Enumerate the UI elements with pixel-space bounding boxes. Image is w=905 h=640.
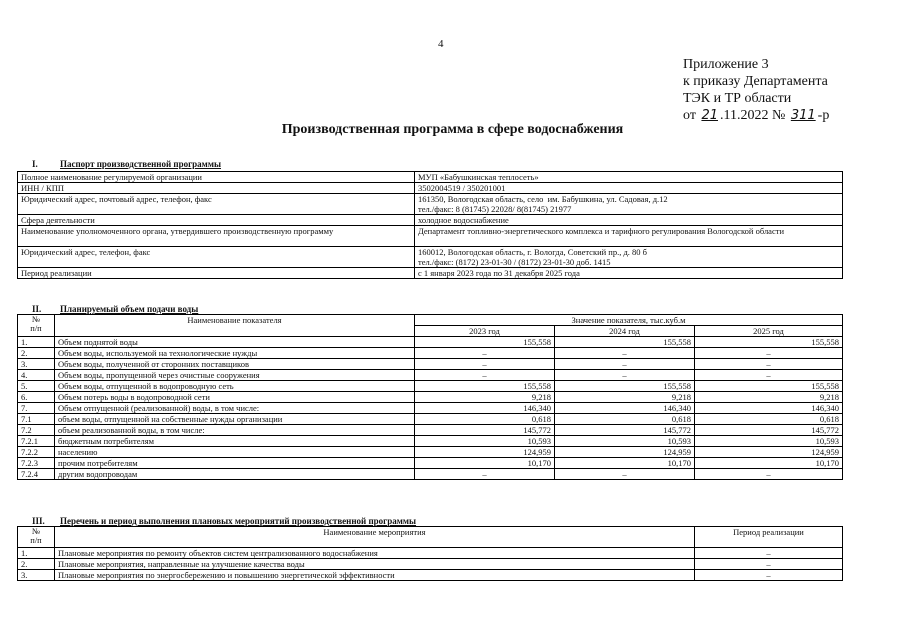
- section-1-number: I.: [32, 159, 38, 169]
- table-row: [18, 548, 843, 559]
- row-indicator: Объем поднятой воды: [55, 337, 415, 348]
- col-header-year-2025: 2025 год: [695, 326, 843, 337]
- passport-value: с 1 января 2023 года по 31 декабря 2025 года: [415, 268, 843, 279]
- row-number: 7.2.3: [18, 458, 55, 469]
- row-value-2024: 146,340: [555, 403, 695, 414]
- row-value-2024: –: [555, 359, 695, 370]
- row-value-2024: 155,558: [555, 381, 695, 392]
- row-value-2025: –: [695, 370, 843, 381]
- passport-label: Юридический адрес, телефон, факс: [18, 247, 415, 268]
- col-header-period: Период реализации: [695, 527, 843, 548]
- passport-value: 161350, Вологодская область, село им. Бабушкина, ул. Садовая, д.12 тел./факс: 8 (81745) 22028/ 8(81745) 21977: [415, 194, 843, 215]
- table-row: [18, 436, 843, 447]
- page-number: 4: [438, 38, 444, 50]
- passport-row: [18, 194, 843, 215]
- table-row: [18, 458, 843, 469]
- row-value-2025: –: [695, 348, 843, 359]
- row-indicator: объем воды, отпущенной на собственные нужды организации: [55, 414, 415, 425]
- row-value-2023: 124,959: [415, 447, 555, 458]
- measures-table: [17, 526, 843, 581]
- row-value-2025: 155,558: [695, 337, 843, 348]
- row-value-2025: 10,593: [695, 436, 843, 447]
- row-value-2024: 0,618: [555, 414, 695, 425]
- row-indicator: Объем воды, полученной от сторонних поставщиков: [55, 359, 415, 370]
- appendix-line-2: к приказу Департамента: [683, 74, 828, 89]
- passport-label: Юридический адрес, почтовый адрес, телефон, факс: [18, 194, 415, 215]
- row-value-2023: 155,558: [415, 381, 555, 392]
- passport-row: [18, 268, 843, 279]
- row-value-2024: 124,959: [555, 447, 695, 458]
- table-row: [18, 381, 843, 392]
- row-value-2025: 10,170: [695, 458, 843, 469]
- table-row: [18, 447, 843, 458]
- section-2-title: [32, 304, 198, 314]
- row-value-2023: –: [415, 469, 555, 480]
- appendix-line-1: Приложение 3: [683, 57, 769, 72]
- passport-value: 160012, Вологодская область, г. Вологда, Советский пр., д. 80 б тел./факс: (8172) 23-01-30 / (8172) 23-01-30 доб. 1415: [415, 247, 843, 268]
- passport-row: [18, 226, 843, 247]
- passport-row: [18, 215, 843, 226]
- passport-label: Период реализации: [18, 268, 415, 279]
- row-value-2025: –: [695, 359, 843, 370]
- row-indicator: Объем потерь воды в водопроводной сети: [55, 392, 415, 403]
- row-number: 7.: [18, 403, 55, 414]
- passport-row: [18, 172, 843, 183]
- col-header-indicator: Наименование показателя: [55, 315, 415, 337]
- table-row: [18, 348, 843, 359]
- row-value-2023: 145,772: [415, 425, 555, 436]
- table-row: [18, 559, 843, 570]
- water-volume-table: [17, 314, 843, 480]
- order-number-handwritten: 311: [790, 108, 816, 123]
- passport-label: Полное наименование регулируемой организации: [18, 172, 415, 183]
- row-number: 4.: [18, 370, 55, 381]
- col-header-measure: Наименование мероприятия: [55, 527, 695, 548]
- row-value-2025: 9,218: [695, 392, 843, 403]
- row-value-2023: –: [415, 359, 555, 370]
- row-measure: Плановые мероприятия по ремонту объектов систем централизованного водоснабжения: [55, 548, 695, 559]
- col-header-values: Значение показателя, тыс.куб.м: [415, 315, 843, 326]
- passport-value: холодное водоснабжение: [415, 215, 843, 226]
- passport-row: [18, 247, 843, 268]
- row-indicator: объем реализованной воды, в том числе:: [55, 425, 415, 436]
- passport-value: МУП «Бабушкинская теплосеть»: [415, 172, 843, 183]
- row-value-2024: 10,593: [555, 436, 695, 447]
- passport-value: 3502004519 / 350201001: [415, 183, 843, 194]
- row-value-2024: 9,218: [555, 392, 695, 403]
- table-row: [18, 403, 843, 414]
- passport-row: [18, 183, 843, 194]
- row-number: 2.: [18, 559, 55, 570]
- row-measure: Плановые мероприятия, направленные на улучшение качества воды: [55, 559, 695, 570]
- table-row: [18, 337, 843, 348]
- row-indicator: Объем воды, отпущенной в водопроводную сеть: [55, 381, 415, 392]
- row-indicator: другим водопроводам: [55, 469, 415, 480]
- col-header-year-2024: 2024 год: [555, 326, 695, 337]
- table-row: [18, 425, 843, 436]
- row-indicator: Объем отпущенной (реализованной) воды, в том числе:: [55, 403, 415, 414]
- row-value-2023: 9,218: [415, 392, 555, 403]
- row-value-2024: –: [555, 348, 695, 359]
- row-number: 2.: [18, 348, 55, 359]
- passport-label: Сфера деятельности: [18, 215, 415, 226]
- row-number: 7.2.4: [18, 469, 55, 480]
- row-indicator: Объем воды, используемой на технологические нужды: [55, 348, 415, 359]
- row-indicator: прочим потребителям: [55, 458, 415, 469]
- row-number: 7.1: [18, 414, 55, 425]
- col-header-number: № п/п: [18, 315, 55, 337]
- date-rest: .11.2022 №: [719, 108, 786, 123]
- table-row: [18, 359, 843, 370]
- passport-label: ИНН / КПП: [18, 183, 415, 194]
- row-value-2023: 155,558: [415, 337, 555, 348]
- row-value-2025: 155,558: [695, 381, 843, 392]
- section-1-heading: Паспорт производственной программы: [60, 159, 221, 169]
- table-row: [18, 392, 843, 403]
- col-header-number: № п/п: [18, 527, 55, 548]
- row-value-2024: 155,558: [555, 337, 695, 348]
- row-number: 3.: [18, 570, 55, 581]
- row-value-2024: 145,772: [555, 425, 695, 436]
- section-1-title: [32, 159, 221, 169]
- row-period: –: [695, 548, 843, 559]
- row-period: –: [695, 570, 843, 581]
- table-row: [18, 414, 843, 425]
- section-3-heading: Перечень и период выполнения плановых мероприятий производственной программы: [60, 516, 417, 526]
- table-row: [18, 370, 843, 381]
- section-2-heading: Планируемый объем подачи воды: [60, 304, 199, 314]
- row-number: 7.2.1: [18, 436, 55, 447]
- row-value-2024: –: [555, 469, 695, 480]
- section-2-number: II.: [32, 304, 42, 314]
- row-value-2024: 10,170: [555, 458, 695, 469]
- col-header-year-2023: 2023 год: [415, 326, 555, 337]
- row-value-2023: –: [415, 370, 555, 381]
- row-number: 1.: [18, 337, 55, 348]
- row-indicator: бюджетным потребителям: [55, 436, 415, 447]
- row-number: 5.: [18, 381, 55, 392]
- row-number: 3.: [18, 359, 55, 370]
- row-value-2023: 10,593: [415, 436, 555, 447]
- section-3-number: III.: [32, 516, 45, 526]
- row-indicator: Объем воды, пропущенной через очистные сооружения: [55, 370, 415, 381]
- row-value-2023: 10,170: [415, 458, 555, 469]
- passport-label: Наименование уполномоченного органа, утвердившего производственную программу: [18, 226, 415, 247]
- passport-value: Департамент топливно-энергетического комплекса и тарифного регулирования Вологодской области: [415, 226, 843, 247]
- document-title: Производственная программа в сфере водоснабжения: [281, 122, 624, 137]
- row-measure: Плановые мероприятия по энергосбережению и повышению энергетической эффективности: [55, 570, 695, 581]
- row-value-2023: 146,340: [415, 403, 555, 414]
- row-value-2025: 146,340: [695, 403, 843, 414]
- appendix-line-3: ТЭК и ТР области: [683, 91, 792, 106]
- row-value-2023: 0,618: [415, 414, 555, 425]
- row-number: 7.2: [18, 425, 55, 436]
- row-value-2025: 0,618: [695, 414, 843, 425]
- row-number: 6.: [18, 392, 55, 403]
- passport-table: [17, 171, 843, 279]
- row-number: 1.: [18, 548, 55, 559]
- order-suffix: -р: [817, 108, 830, 123]
- table-row: [18, 570, 843, 581]
- row-number: 7.2.2: [18, 447, 55, 458]
- row-value-2023: –: [415, 348, 555, 359]
- row-value-2024: –: [555, 370, 695, 381]
- table-row: [18, 469, 843, 480]
- date-day-handwritten: 21: [701, 108, 718, 123]
- row-period: –: [695, 559, 843, 570]
- row-value-2025: –: [695, 469, 843, 480]
- section-3-title: [32, 516, 416, 526]
- date-prefix: от: [683, 108, 696, 123]
- row-value-2025: 145,772: [695, 425, 843, 436]
- appendix-header: [683, 56, 829, 124]
- row-indicator: населению: [55, 447, 415, 458]
- row-value-2025: 124,959: [695, 447, 843, 458]
